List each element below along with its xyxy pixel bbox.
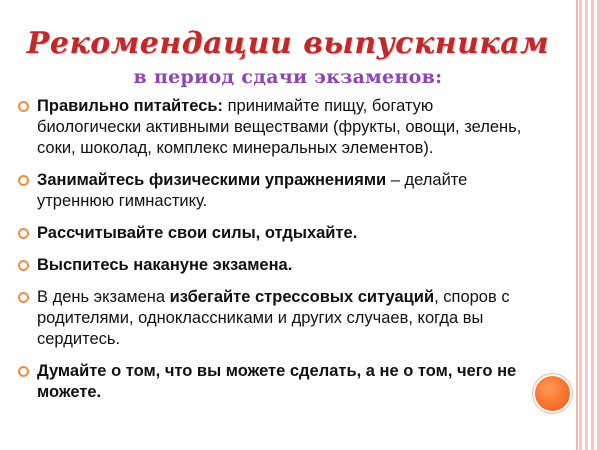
item-text-bold: Думайте о том, что вы можете сделать, а не о том, чего не можете. bbox=[37, 362, 517, 401]
item-text: , споров с родителями, одноклассниками и других случаев, когда вы сердитесь. bbox=[37, 288, 510, 348]
item-text: – делайте утреннюю гимнастику. bbox=[37, 171, 468, 210]
orange-circle-decoration bbox=[535, 376, 570, 411]
item-text: принимайте пищу, богатую биологически активными веществами (фрукты, овощи, зелень, соки, шоколад, комплекс минеральных элементов). bbox=[37, 97, 522, 157]
list-item bbox=[16, 223, 536, 244]
bullet-icon bbox=[18, 228, 29, 239]
list-item bbox=[16, 287, 536, 350]
bullet-icon bbox=[18, 366, 29, 377]
bullet-icon bbox=[18, 101, 29, 112]
recommendations-list bbox=[16, 96, 536, 414]
item-text-bold: Занимайтесь физическими упражнениями bbox=[37, 171, 387, 189]
item-text-bold: Правильно питайтесь: bbox=[37, 97, 224, 115]
list-item bbox=[16, 361, 536, 403]
item-text-prefix: В день экзамена bbox=[37, 288, 170, 306]
list-item bbox=[16, 170, 536, 212]
item-text-bold: избегайте стрессовых ситуаций bbox=[169, 288, 435, 306]
slide-subtitle: в период сдачи экзаменов: bbox=[133, 66, 443, 88]
list-item bbox=[16, 255, 536, 276]
slide-title: Рекомендации выпускникам bbox=[26, 26, 550, 61]
bullet-icon bbox=[18, 292, 29, 303]
decorative-stripes bbox=[576, 0, 600, 450]
bullet-icon bbox=[18, 175, 29, 186]
bullet-icon bbox=[18, 260, 29, 271]
list-item bbox=[16, 96, 536, 159]
item-text-bold: Рассчитывайте свои силы, отдыхайте. bbox=[37, 224, 358, 242]
item-text-bold: Выспитесь накануне экзамена. bbox=[37, 256, 293, 274]
